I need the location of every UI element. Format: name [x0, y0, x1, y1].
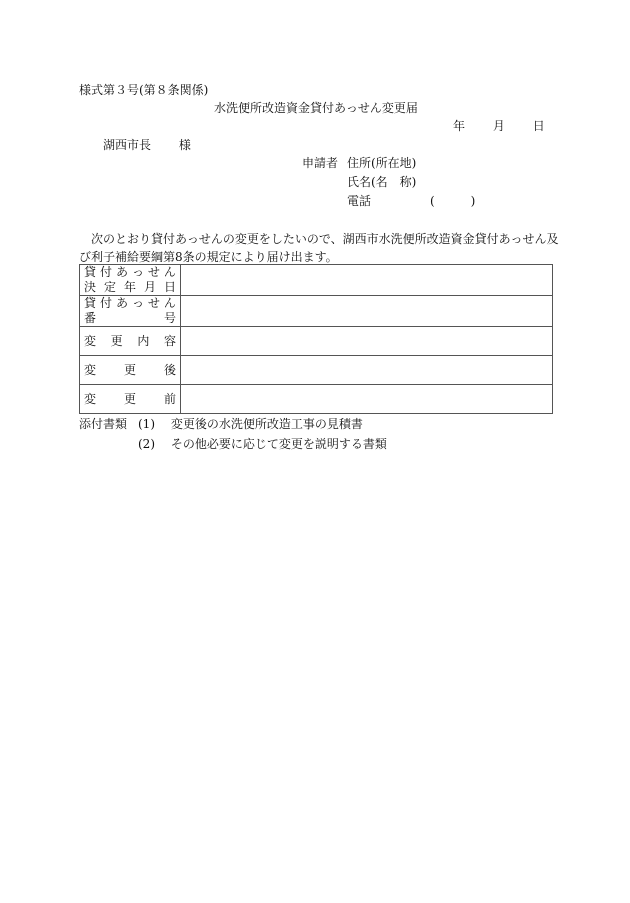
change-details-field[interactable]: [181, 327, 553, 356]
attachments-label: 添付書類: [79, 417, 128, 431]
name-label: 氏名(名 称): [347, 175, 417, 189]
table-row: [80, 385, 553, 414]
table-row: [80, 296, 553, 327]
row-label: 変 更 前: [80, 385, 181, 414]
address-label: 住所(所在地): [347, 156, 417, 170]
attachment-number: (1): [138, 417, 155, 431]
document-title: 水洗便所改造資金貸付あっせん変更届: [214, 101, 418, 115]
attachment-item-1: [138, 416, 363, 432]
body-line-2: び利子補給要綱第8条の規定により届け出ます。: [79, 250, 338, 264]
attachment-number: (2): [138, 437, 155, 451]
table-row: [80, 327, 553, 356]
loan-number-field[interactable]: [181, 296, 553, 327]
phone-label: 電話: [347, 194, 372, 208]
date-line: [453, 118, 545, 134]
decision-date-field[interactable]: [181, 265, 553, 296]
body-line-1: 次のとおり貸付あっせんの変更をしたいので、湖西市水洗便所改造資金貸付あっせん及: [91, 232, 559, 246]
phone-parens: ( ): [430, 194, 476, 208]
table-row: [80, 356, 553, 385]
attachment-item-2: [138, 436, 387, 452]
row-label: 貸 付 あ っ せ ん 番 号: [80, 296, 181, 327]
addressee-name: 湖西市長: [103, 138, 152, 152]
date-month-label: 月: [492, 119, 505, 133]
attachment-text: 変更後の水洗便所改造工事の見積書: [170, 417, 363, 431]
attachment-text: その他必要に応じて変更を説明する書類: [170, 437, 387, 451]
applicant-label: 申請者: [302, 156, 339, 170]
change-form-table: [79, 264, 553, 414]
body-paragraph: [79, 230, 559, 266]
date-year-label: 年: [453, 119, 466, 133]
table-row: [80, 265, 553, 296]
addressee: [103, 137, 191, 153]
after-change-field[interactable]: [181, 356, 553, 385]
form-number: 様式第３号(第８条関係): [79, 83, 209, 97]
date-day-label: 日: [532, 119, 545, 133]
row-label: 変 更 後: [80, 356, 181, 385]
row-label: 変 更 内 容: [80, 327, 181, 356]
addressee-honorific: 様: [178, 138, 191, 152]
before-change-field[interactable]: [181, 385, 553, 414]
row-label: 貸 付 あ っ せ ん 決 定 年 月 日: [80, 265, 181, 296]
